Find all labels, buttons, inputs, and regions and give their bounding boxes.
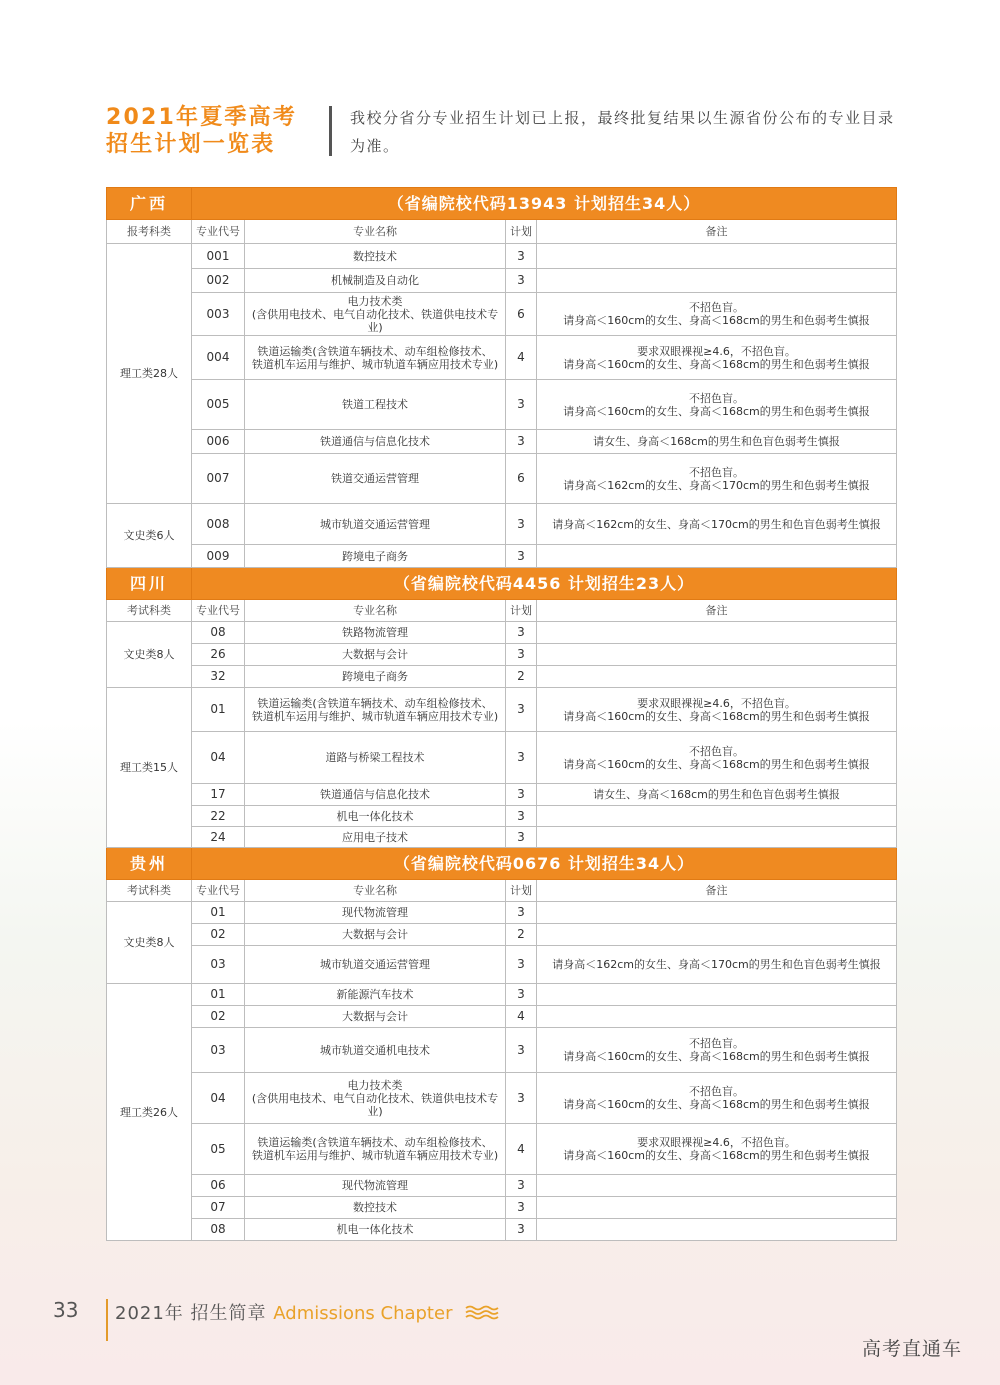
table-row: [107, 1197, 897, 1219]
major-code-cell: 006: [192, 430, 245, 454]
plan-count-cell: 3: [506, 430, 537, 454]
table-row: [107, 1175, 897, 1197]
category-cell: 文史类8人: [107, 902, 192, 984]
category-cell: 理工类28人: [107, 244, 192, 504]
note-cell: 请女生、身高＜168cm的男生和色盲色弱考生慎报: [537, 784, 897, 806]
section-header-row: [107, 188, 897, 220]
note-cell: [537, 666, 897, 688]
major-name-cell: 铁道通信与信息化技术: [245, 784, 506, 806]
wave-icon: [465, 1304, 499, 1320]
major-name-cell: 跨境电子商务: [245, 545, 506, 568]
note-cell: [537, 269, 897, 293]
table-row: [107, 946, 897, 984]
plan-count-cell: 3: [506, 732, 537, 784]
plan-count-cell: 3: [506, 622, 537, 644]
section-info: （省编院校代码0676 计划招生34人）: [192, 848, 897, 880]
page-footer: [0, 1295, 1000, 1345]
major-name-cell: 新能源汽车技术: [245, 984, 506, 1006]
note-cell: 不招色盲。 请身高＜160cm的女生、身高＜168cm的男生和色弱考生慎报: [537, 1073, 897, 1124]
major-code-cell: 17: [192, 784, 245, 806]
table-row: [107, 666, 897, 688]
major-code-cell: 07: [192, 1197, 245, 1219]
plan-count-cell: 3: [506, 380, 537, 430]
column-header-plan: 计划: [506, 220, 537, 244]
major-code-cell: 08: [192, 622, 245, 644]
major-name-cell: 城市轨道交通运营管理: [245, 946, 506, 984]
column-header-category: 考试科类: [107, 880, 192, 902]
major-name-cell: 大数据与会计: [245, 644, 506, 666]
plan-count-cell: 4: [506, 336, 537, 380]
note-cell: [537, 644, 897, 666]
note-cell: 要求双眼裸视≥4.6，不招色盲。 请身高＜160cm的女生、身高＜168cm的男生和色弱考生慎报: [537, 336, 897, 380]
plan-count-cell: 3: [506, 784, 537, 806]
major-code-cell: 05: [192, 1124, 245, 1175]
plan-count-cell: 3: [506, 902, 537, 924]
footer-divider: [106, 1299, 108, 1341]
plan-count-cell: 3: [506, 1219, 537, 1241]
major-code-cell: 03: [192, 946, 245, 984]
section-header-row: [107, 848, 897, 880]
category-cell: 文史类8人: [107, 622, 192, 688]
major-name-cell: 铁道交通运营管理: [245, 454, 506, 504]
column-header-note: 备注: [537, 880, 897, 902]
table-row: [107, 1073, 897, 1124]
major-code-cell: 32: [192, 666, 245, 688]
page-number: 33: [53, 1298, 79, 1322]
major-code-cell: 002: [192, 269, 245, 293]
major-name-cell: 现代物流管理: [245, 902, 506, 924]
major-code-cell: 01: [192, 984, 245, 1006]
note-cell: 要求双眼裸视≥4.6，不招色盲。 请身高＜160cm的女生、身高＜168cm的男生和色弱考生慎报: [537, 1124, 897, 1175]
table-row: [107, 293, 897, 336]
major-name-cell: 大数据与会计: [245, 924, 506, 946]
plan-count-cell: 3: [506, 806, 537, 827]
plan-count-cell: 3: [506, 1175, 537, 1197]
note-cell: [537, 1006, 897, 1028]
major-name-cell: 现代物流管理: [245, 1175, 506, 1197]
major-code-cell: 06: [192, 1175, 245, 1197]
major-code-cell: 01: [192, 902, 245, 924]
table-row: [107, 1124, 897, 1175]
major-name-cell: 电力技术类 (含供用电技术、电气自动化技术、铁道供电技术专业): [245, 1073, 506, 1124]
plan-count-cell: 3: [506, 644, 537, 666]
province-name: 广西: [107, 188, 192, 220]
plan-count-cell: 3: [506, 504, 537, 545]
plan-count-cell: 4: [506, 1006, 537, 1028]
plan-count-cell: 3: [506, 244, 537, 269]
note-cell: [537, 545, 897, 568]
column-header-note: 备注: [537, 220, 897, 244]
note-cell: [537, 1219, 897, 1241]
page-title-line2: 招生计划一览表: [106, 132, 276, 157]
note-cell: [537, 827, 897, 848]
major-name-cell: 电力技术类 (含供用电技术、电气自动化技术、铁道供电技术专业): [245, 293, 506, 336]
plan-count-cell: 3: [506, 1197, 537, 1219]
plan-count-cell: 3: [506, 269, 537, 293]
column-header-note: 备注: [537, 600, 897, 622]
major-name-cell: 道路与桥梁工程技术: [245, 732, 506, 784]
major-code-cell: 26: [192, 644, 245, 666]
major-name-cell: 应用电子技术: [245, 827, 506, 848]
table-row: [107, 644, 897, 666]
page-title-line1: 2021年夏季高考: [106, 105, 298, 130]
major-code-cell: 004: [192, 336, 245, 380]
plan-count-cell: 2: [506, 924, 537, 946]
column-header-row: [107, 880, 897, 902]
province-name: 四川: [107, 568, 192, 600]
note-cell: 要求双眼裸视≥4.6，不招色盲。 请身高＜160cm的女生、身高＜168cm的男生和色弱考生慎报: [537, 688, 897, 732]
major-name-cell: 机电一体化技术: [245, 1219, 506, 1241]
note-cell: [537, 622, 897, 644]
table-row: [107, 688, 897, 732]
major-code-cell: 04: [192, 732, 245, 784]
major-code-cell: 01: [192, 688, 245, 732]
note-cell: [537, 244, 897, 269]
note-cell: 不招色盲。 请身高＜160cm的女生、身高＜168cm的男生和色弱考生慎报: [537, 380, 897, 430]
header-note: 我校分省分专业招生计划已上报，最终批复结果以生源省份公布的专业目录为准。: [350, 109, 895, 155]
plan-count-cell: 3: [506, 688, 537, 732]
section-header-row: [107, 568, 897, 600]
footer-title-cn: 2021年 招生简章: [115, 1303, 274, 1324]
column-header-plan: 计划: [506, 880, 537, 902]
major-name-cell: 铁道通信与信息化技术: [245, 430, 506, 454]
note-cell: 请身高＜162cm的女生、身高＜170cm的男生和色盲色弱考生慎报: [537, 504, 897, 545]
major-name-cell: 机械制造及自动化: [245, 269, 506, 293]
major-code-cell: 24: [192, 827, 245, 848]
plan-count-cell: 2: [506, 666, 537, 688]
column-header-name: 专业名称: [245, 880, 506, 902]
table-row: [107, 380, 897, 430]
table-row: [107, 984, 897, 1006]
major-name-cell: 大数据与会计: [245, 1006, 506, 1028]
table-row: [107, 336, 897, 380]
note-cell: 请身高＜162cm的女生、身高＜170cm的男生和色盲色弱考生慎报: [537, 946, 897, 984]
plan-count-cell: 6: [506, 454, 537, 504]
table-row: [107, 1006, 897, 1028]
major-name-cell: 铁路物流管理: [245, 622, 506, 644]
column-header-name: 专业名称: [245, 600, 506, 622]
table-row: [107, 902, 897, 924]
major-name-cell: 城市轨道交通运营管理: [245, 504, 506, 545]
column-header-category: 报考科类: [107, 220, 192, 244]
plan-count-cell: 6: [506, 293, 537, 336]
plan-count-cell: 3: [506, 545, 537, 568]
plan-count-cell: 3: [506, 1073, 537, 1124]
note-cell: 不招色盲。 请身高＜162cm的女生、身高＜170cm的男生和色弱考生慎报: [537, 454, 897, 504]
major-name-cell: 跨境电子商务: [245, 666, 506, 688]
table-row: [107, 504, 897, 545]
note-cell: [537, 902, 897, 924]
column-header-plan: 计划: [506, 600, 537, 622]
major-name-cell: 铁道运输类(含铁道车辆技术、动车组检修技术、 铁道机车运用与维护、城市轨道车辆应用技术专业): [245, 688, 506, 732]
note-cell: 请女生、身高＜168cm的男生和色盲色弱考生慎报: [537, 430, 897, 454]
column-header-row: [107, 220, 897, 244]
province-name: 贵州: [107, 848, 192, 880]
column-header-name: 专业名称: [245, 220, 506, 244]
note-cell: [537, 806, 897, 827]
plan-count-cell: 3: [506, 827, 537, 848]
major-code-cell: 003: [192, 293, 245, 336]
category-cell: 文史类6人: [107, 504, 192, 568]
major-code-cell: 08: [192, 1219, 245, 1241]
major-code-cell: 009: [192, 545, 245, 568]
major-code-cell: 005: [192, 380, 245, 430]
enrollment-plan-table: [106, 187, 897, 1241]
table-row: [107, 430, 897, 454]
category-cell: 理工类15人: [107, 688, 192, 848]
category-cell: 理工类26人: [107, 984, 192, 1241]
table-row: [107, 827, 897, 848]
major-name-cell: 铁道工程技术: [245, 380, 506, 430]
major-code-cell: 02: [192, 924, 245, 946]
column-header-category: 考试科类: [107, 600, 192, 622]
note-cell: 不招色盲。 请身高＜160cm的女生、身高＜168cm的男生和色弱考生慎报: [537, 1028, 897, 1073]
column-header-code: 专业代号: [192, 600, 245, 622]
note-cell: [537, 1197, 897, 1219]
major-code-cell: 04: [192, 1073, 245, 1124]
table-row: [107, 784, 897, 806]
table-row: [107, 1028, 897, 1073]
plan-count-cell: 3: [506, 946, 537, 984]
table-row: [107, 924, 897, 946]
major-code-cell: 008: [192, 504, 245, 545]
major-code-cell: 03: [192, 1028, 245, 1073]
table-row: [107, 732, 897, 784]
table-row: [107, 545, 897, 568]
major-name-cell: 铁道运输类(含铁道车辆技术、动车组检修技术、 铁道机车运用与维护、城市轨道车辆应用技术专业): [245, 336, 506, 380]
header-divider: [329, 106, 332, 156]
major-name-cell: 铁道运输类(含铁道车辆技术、动车组检修技术、 铁道机车运用与维护、城市轨道车辆应用技术专业): [245, 1124, 506, 1175]
major-name-cell: 数控技术: [245, 1197, 506, 1219]
table-row: [107, 622, 897, 644]
column-header-code: 专业代号: [192, 880, 245, 902]
note-cell: 不招色盲。 请身高＜160cm的女生、身高＜168cm的男生和色弱考生慎报: [537, 293, 897, 336]
footer-title-en: Admissions Chapter: [273, 1303, 453, 1324]
note-cell: [537, 984, 897, 1006]
footer-title: [115, 1299, 452, 1325]
table-row: [107, 269, 897, 293]
watermark: 高考直通车: [862, 1338, 963, 1360]
major-name-cell: 城市轨道交通机电技术: [245, 1028, 506, 1073]
note-cell: [537, 1175, 897, 1197]
table-row: [107, 1219, 897, 1241]
table-row: [107, 454, 897, 504]
note-cell: [537, 924, 897, 946]
page-header: [106, 104, 906, 160]
section-info: （省编院校代码4456 计划招生23人）: [192, 568, 897, 600]
major-name-cell: 数控技术: [245, 244, 506, 269]
major-code-cell: 001: [192, 244, 245, 269]
plan-count-cell: 3: [506, 1028, 537, 1073]
column-header-code: 专业代号: [192, 220, 245, 244]
table-row: [107, 806, 897, 827]
note-cell: 不招色盲。 请身高＜160cm的女生、身高＜168cm的男生和色弱考生慎报: [537, 732, 897, 784]
column-header-row: [107, 600, 897, 622]
plan-count-cell: 4: [506, 1124, 537, 1175]
major-code-cell: 007: [192, 454, 245, 504]
page-title: [106, 104, 311, 158]
table-row: [107, 244, 897, 269]
plan-count-cell: 3: [506, 984, 537, 1006]
section-info: （省编院校代码13943 计划招生34人）: [192, 188, 897, 220]
major-code-cell: 02: [192, 1006, 245, 1028]
major-name-cell: 机电一体化技术: [245, 806, 506, 827]
major-code-cell: 22: [192, 806, 245, 827]
